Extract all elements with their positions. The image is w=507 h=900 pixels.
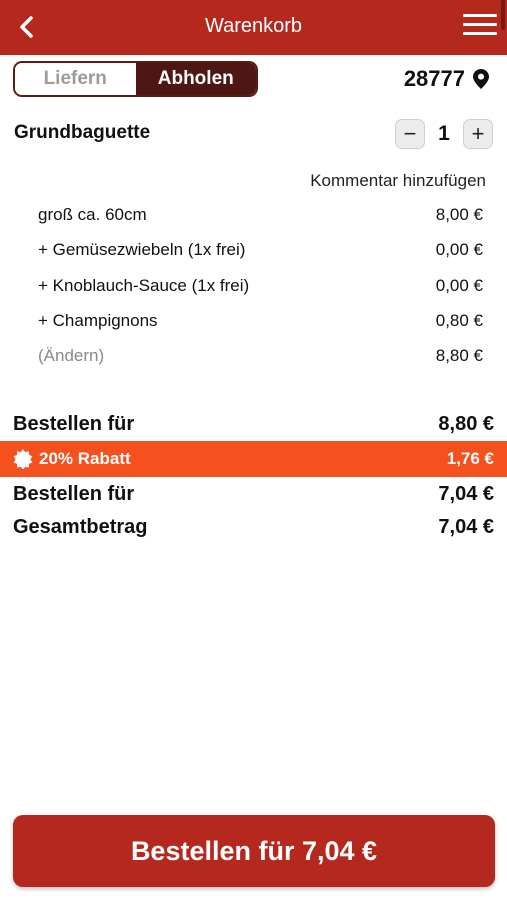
- total-label: Gesamtbetrag: [13, 516, 148, 538]
- item-line: [38, 346, 483, 368]
- quantity-value: 1: [438, 122, 450, 145]
- item-line-price: 0,00 €: [435, 240, 483, 259]
- discount-label: 20% Rabatt: [39, 449, 131, 468]
- edit-item-link[interactable]: (Ändern): [38, 346, 105, 365]
- item-line: [38, 205, 483, 227]
- item-line-price: 8,00 €: [435, 205, 483, 224]
- discounted-subtotal-value: 7,04 €: [438, 483, 494, 505]
- tab-abholen[interactable]: Abholen: [136, 63, 257, 95]
- hamburger-menu-icon[interactable]: [463, 14, 497, 40]
- item-line-label: + Gemüsezwiebeln (1x frei): [38, 240, 246, 259]
- location-selector[interactable]: [404, 66, 489, 92]
- discount-banner: [0, 441, 507, 477]
- item-line-price: 0,80 €: [435, 311, 483, 330]
- discount-badge-icon: [13, 449, 33, 469]
- discounted-subtotal-row: [13, 483, 494, 506]
- subtotal-row: [13, 413, 494, 436]
- discounted-subtotal-label: Bestellen für: [13, 483, 135, 505]
- page-title: Warenkorb: [204, 15, 303, 37]
- item-line-price: 0,00 €: [435, 276, 483, 295]
- item-line: [38, 276, 483, 298]
- item-line: [38, 240, 483, 262]
- item-line-label: + Champignons: [38, 311, 158, 330]
- decrease-quantity-button[interactable]: −: [395, 119, 425, 149]
- tab-liefern[interactable]: Liefern: [15, 63, 136, 95]
- scrollbar[interactable]: [501, 0, 505, 30]
- add-comment-link[interactable]: Kommentar hinzufügen: [310, 171, 486, 190]
- subtotal-label: Bestellen für: [13, 413, 135, 435]
- item-line-price: 8,80 €: [435, 346, 483, 365]
- item-line-label: + Knoblauch-Sauce (1x frei): [38, 276, 250, 295]
- discount-value: 1,76 €: [446, 449, 494, 468]
- subtotal-value: 8,80 €: [438, 413, 494, 435]
- total-row: [13, 516, 494, 539]
- location-pin-icon: [473, 69, 489, 89]
- quantity-stepper: [395, 119, 493, 149]
- delivery-mode-toggle: [13, 61, 258, 97]
- item-line-label: groß ca. 60cm: [38, 205, 147, 224]
- increase-quantity-button[interactable]: +: [463, 119, 493, 149]
- zip-code: 28777: [403, 66, 465, 91]
- cart-item-name: Grundbaguette: [14, 122, 151, 143]
- app-header: [0, 0, 507, 55]
- item-line: [38, 311, 483, 333]
- total-value: 7,04 €: [438, 516, 494, 538]
- place-order-button[interactable]: Bestellen für 7,04 €: [13, 815, 495, 887]
